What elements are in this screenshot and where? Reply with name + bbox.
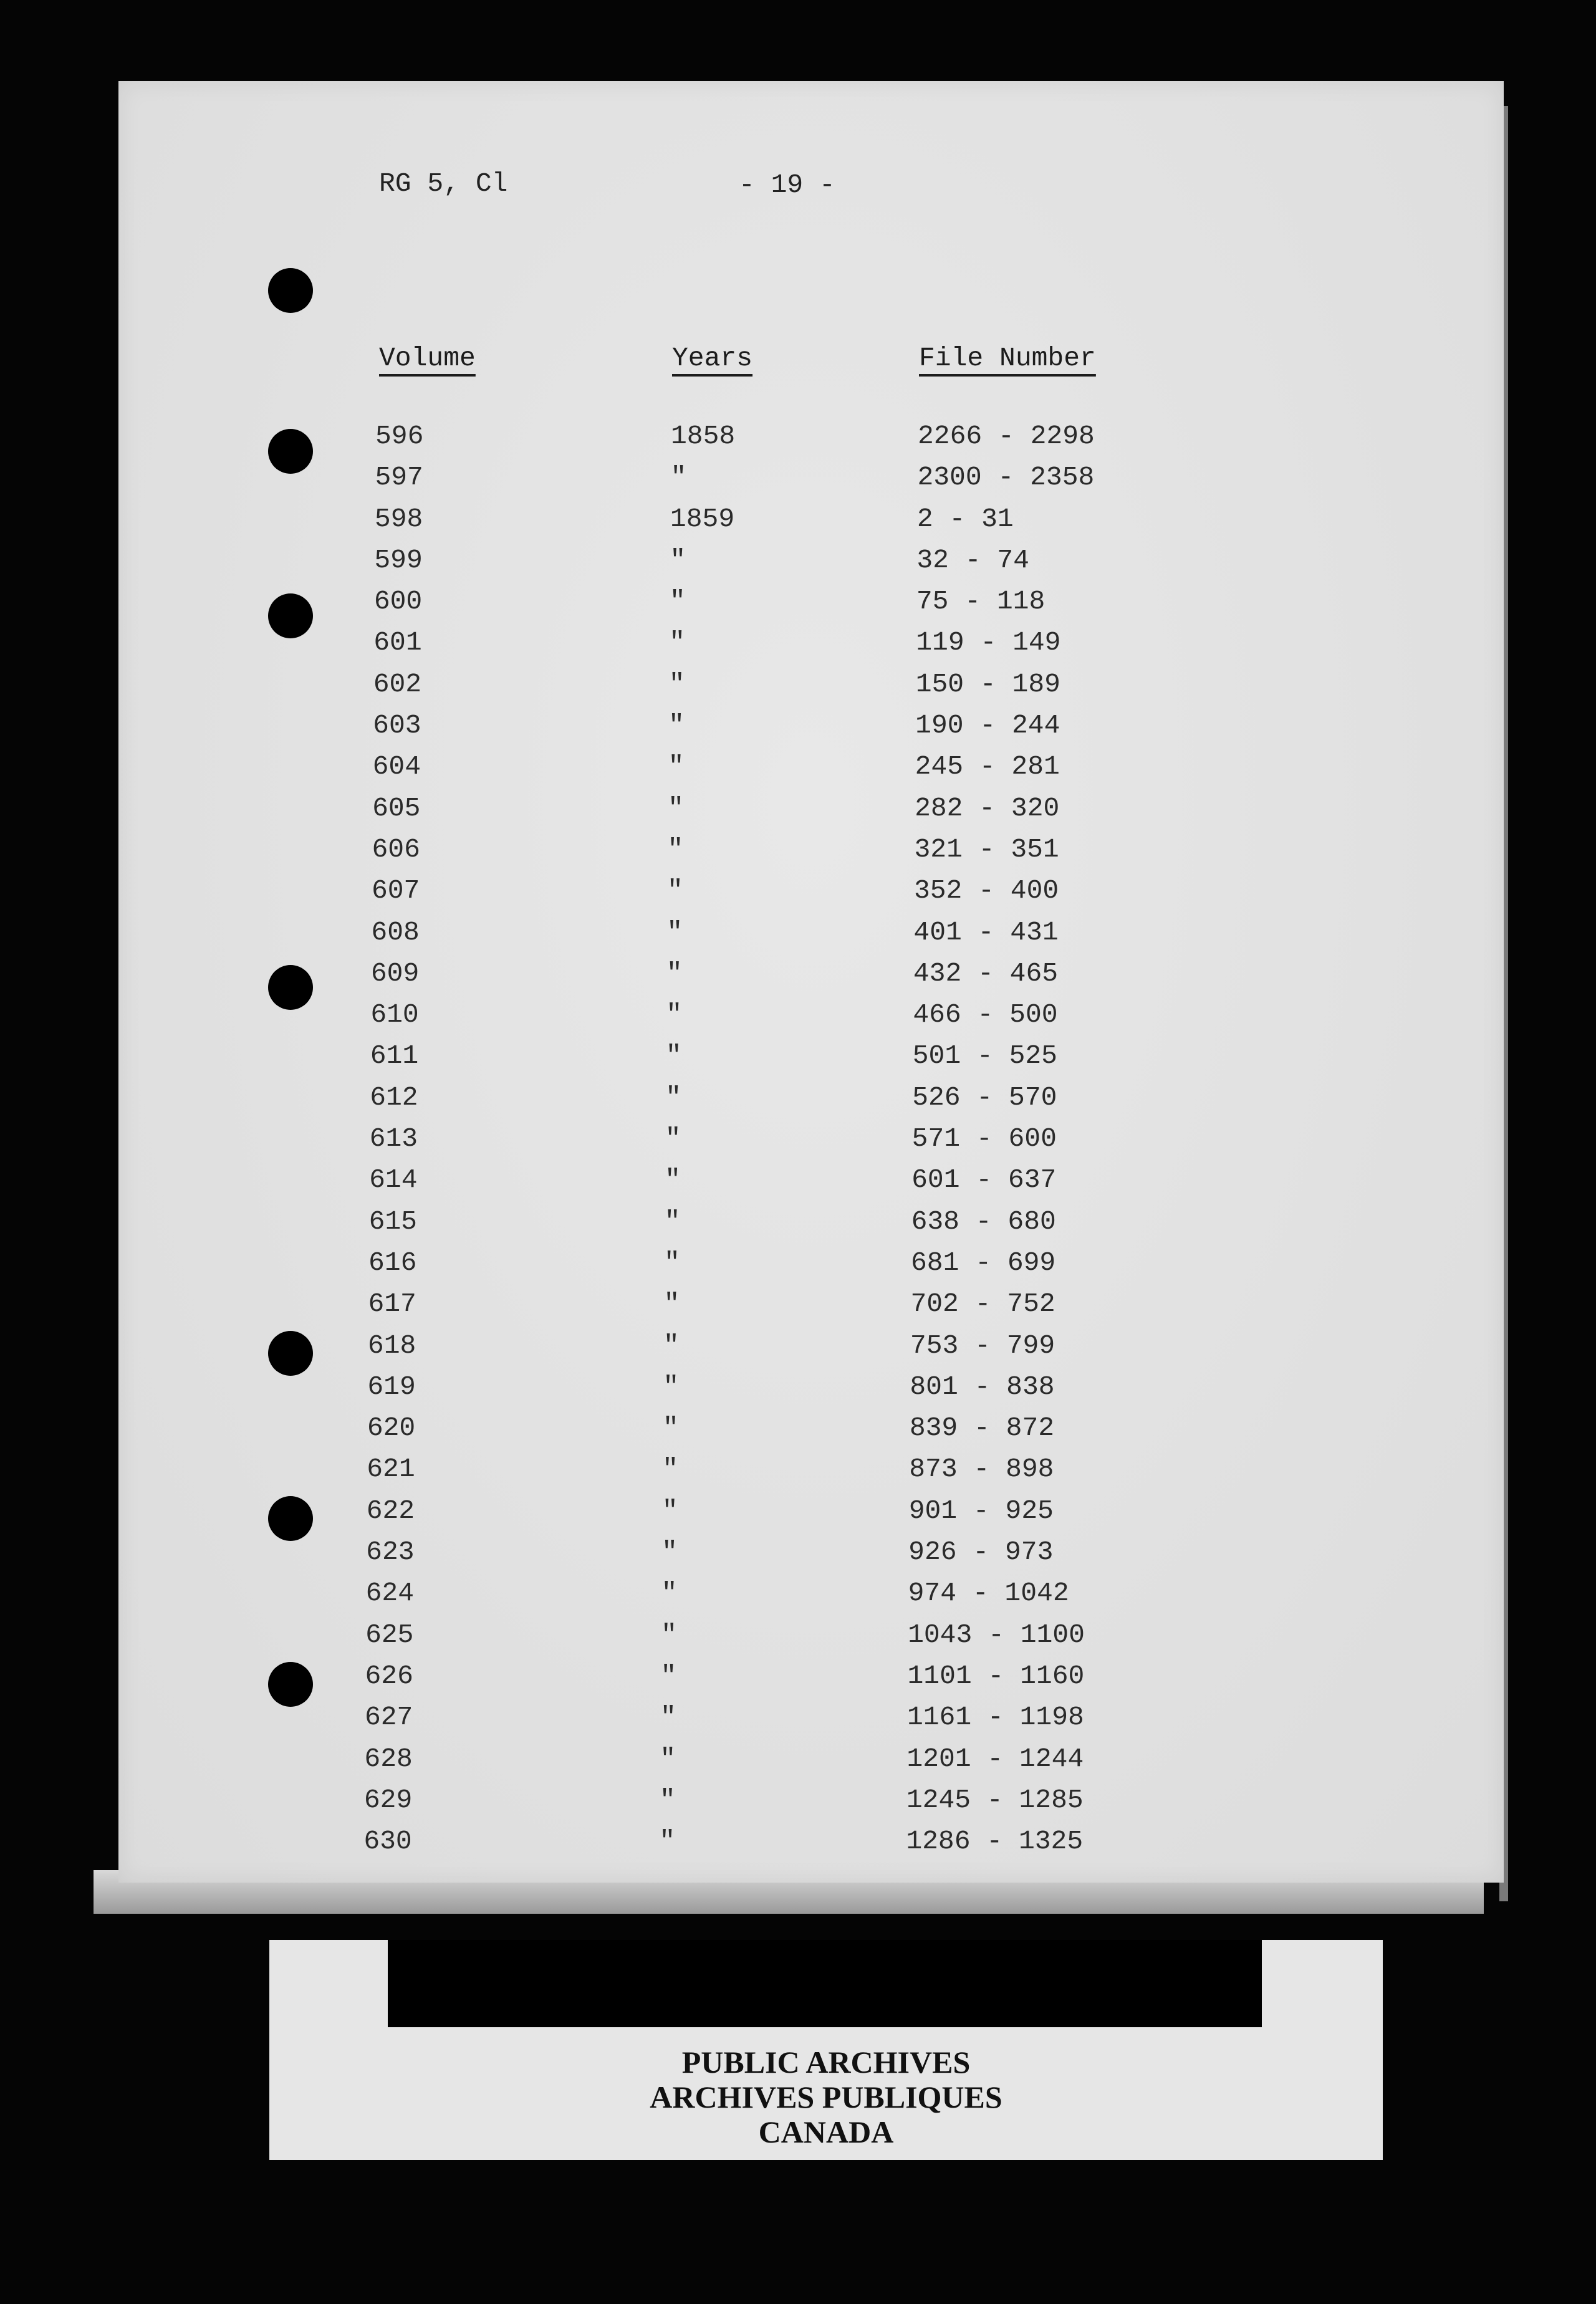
document-page	[118, 81, 1504, 1883]
year-cell: "	[668, 668, 685, 699]
table-row	[118, 875, 1504, 916]
file-range-cell: 190 - 244	[915, 710, 1060, 741]
year-cell: "	[660, 1702, 676, 1733]
table-row	[118, 999, 1504, 1040]
table-row	[118, 1578, 1504, 1619]
table-row	[118, 669, 1504, 710]
year-cell: "	[666, 875, 683, 906]
table-row	[118, 1537, 1504, 1578]
volume-cell: 616	[368, 1247, 417, 1278]
table-row	[118, 586, 1504, 627]
file-range-cell: 1286 - 1325	[906, 1826, 1084, 1857]
table-row	[118, 1371, 1504, 1413]
table-row	[118, 1620, 1504, 1661]
file-range-cell: 245 - 281	[915, 751, 1060, 782]
year-cell: "	[659, 1784, 676, 1815]
year-cell: "	[666, 999, 683, 1030]
volume-cell: 628	[364, 1743, 413, 1774]
table-row	[118, 1164, 1504, 1206]
volume-cell: 610	[370, 999, 419, 1030]
table-row	[118, 545, 1504, 586]
page-number: - 19 -	[739, 170, 835, 200]
volume-cell: 599	[374, 544, 423, 575]
table-row	[118, 834, 1504, 875]
file-range-cell: 974 - 1042	[908, 1578, 1069, 1609]
year-cell: "	[670, 462, 687, 493]
table-row	[118, 1785, 1504, 1826]
file-range-cell: 1201 - 1244	[906, 1743, 1084, 1774]
table-row	[118, 1413, 1504, 1454]
volume-cell: 603	[373, 710, 421, 741]
table-row	[118, 421, 1504, 462]
volume-cell: 629	[363, 1784, 413, 1815]
file-range-cell: 1245 - 1285	[906, 1784, 1084, 1815]
volume-cell: 612	[370, 1082, 418, 1113]
file-range-cell: 681 - 699	[911, 1247, 1056, 1278]
file-range-cell: 321 - 351	[914, 833, 1059, 865]
file-range-cell: 526 - 570	[912, 1082, 1057, 1113]
file-range-cell: 839 - 872	[909, 1413, 1055, 1444]
table-row	[118, 1330, 1504, 1371]
year-cell: "	[662, 1413, 679, 1444]
table-row	[118, 1702, 1504, 1743]
stamp-slot	[388, 1940, 1262, 2027]
table-row	[118, 504, 1504, 545]
table-row	[118, 751, 1504, 792]
year-cell: "	[664, 1247, 680, 1278]
year-cell: "	[665, 1040, 682, 1072]
volume-cell: 607	[371, 875, 420, 906]
year-cell: 1859	[670, 503, 735, 534]
volume-cell: 606	[372, 833, 420, 865]
file-range-cell: 352 - 400	[913, 875, 1059, 906]
volume-cell: 598	[374, 503, 423, 534]
year-cell: "	[669, 627, 686, 658]
stamp-line-2: ARCHIVES PUBLIQUES	[650, 2080, 1002, 2114]
file-range-cell: 150 - 189	[915, 668, 1060, 699]
year-cell: "	[668, 751, 685, 782]
table-row	[118, 793, 1504, 834]
file-range-cell: 32 - 74	[916, 544, 1029, 575]
table-row	[118, 1826, 1504, 1867]
volume-cell: 627	[364, 1702, 413, 1733]
file-range-cell: 873 - 898	[909, 1454, 1054, 1485]
year-cell: "	[663, 1371, 680, 1402]
year-cell: 1858	[671, 421, 736, 451]
archives-stamp	[269, 1940, 1383, 2160]
year-cell: "	[661, 1495, 678, 1526]
volume-cell: 624	[365, 1578, 415, 1609]
volume-cell: 617	[368, 1289, 416, 1320]
year-cell: "	[664, 1206, 681, 1237]
volume-cell: 614	[369, 1164, 418, 1196]
volume-cell: 618	[367, 1330, 416, 1361]
file-range-cell: 119 - 149	[916, 627, 1061, 658]
file-range-cell: 1043 - 1100	[908, 1619, 1085, 1650]
file-range-cell: 601 - 637	[911, 1164, 1057, 1196]
table-row	[118, 1744, 1504, 1785]
stamp-text	[269, 2045, 1383, 2149]
year-cell: "	[667, 833, 684, 865]
year-cell: "	[668, 710, 685, 741]
volume-cell: 604	[372, 751, 421, 782]
volume-cell: 596	[375, 421, 424, 451]
table-row	[118, 958, 1504, 999]
file-range-cell: 75 - 118	[916, 586, 1046, 617]
year-cell: "	[660, 1660, 677, 1691]
table-row	[118, 1082, 1504, 1123]
volume-cell: 623	[366, 1537, 415, 1568]
file-range-cell: 466 - 500	[913, 999, 1058, 1030]
file-range-cell: 2266 - 2298	[918, 421, 1095, 451]
year-cell: "	[666, 916, 683, 948]
file-range-cell: 1101 - 1160	[907, 1660, 1085, 1691]
file-range-cell: 753 - 799	[910, 1330, 1055, 1361]
table-row	[118, 1454, 1504, 1495]
table-row	[118, 1247, 1504, 1289]
year-cell: "	[669, 586, 686, 617]
volume-cell: 619	[367, 1371, 416, 1402]
file-range-cell: 571 - 600	[911, 1123, 1057, 1154]
year-cell: "	[665, 1164, 681, 1196]
volume-cell: 630	[363, 1826, 412, 1857]
file-range-cell: 501 - 525	[912, 1040, 1057, 1072]
year-cell: "	[659, 1826, 676, 1857]
stamp-line-3: CANADA	[758, 2114, 894, 2149]
table-row	[118, 1661, 1504, 1702]
year-cell: "	[665, 1123, 681, 1154]
year-cell: "	[661, 1619, 677, 1650]
year-cell: "	[668, 792, 684, 823]
year-cell: "	[666, 958, 683, 989]
file-range-cell: 401 - 431	[913, 916, 1059, 948]
file-range-cell: 638 - 680	[911, 1206, 1056, 1237]
table-row	[118, 917, 1504, 958]
table-row	[118, 1206, 1504, 1247]
volume-cell: 608	[371, 916, 420, 948]
file-range-cell: 1161 - 1198	[906, 1702, 1084, 1733]
column-header-volume: Volume	[379, 343, 476, 373]
volume-cell: 622	[366, 1495, 415, 1526]
file-range-cell: 2 - 31	[916, 503, 1014, 534]
volume-cell: 605	[372, 792, 421, 823]
file-range-cell: 432 - 465	[913, 958, 1059, 989]
volume-cell: 626	[365, 1660, 413, 1691]
year-cell: "	[670, 544, 686, 575]
year-cell: "	[663, 1330, 680, 1361]
volume-cell: 611	[370, 1040, 419, 1072]
file-range-cell: 926 - 973	[908, 1537, 1054, 1568]
table-row	[118, 1495, 1504, 1537]
volume-cell: 600	[373, 586, 423, 617]
volume-cell: 609	[370, 958, 420, 989]
table-row	[118, 1040, 1504, 1082]
column-header-years: Years	[672, 343, 753, 373]
year-cell: "	[661, 1537, 678, 1568]
file-range-cell: 2300 - 2358	[917, 462, 1095, 493]
year-cell: "	[663, 1289, 680, 1320]
table-row	[118, 462, 1504, 503]
volume-cell: 621	[367, 1454, 415, 1485]
record-group-label: RG 5, Cl	[379, 168, 508, 199]
file-range-cell: 702 - 752	[910, 1289, 1055, 1320]
binder-hole	[268, 268, 313, 313]
file-range-cell: 901 - 925	[908, 1495, 1054, 1526]
volume-table	[118, 421, 1504, 1867]
table-row	[118, 627, 1504, 668]
file-range-cell: 801 - 838	[910, 1371, 1055, 1402]
table-row	[118, 710, 1504, 751]
table-row	[118, 1289, 1504, 1330]
volume-cell: 613	[369, 1123, 418, 1154]
year-cell: "	[660, 1743, 676, 1774]
volume-cell: 601	[373, 627, 422, 658]
volume-cell: 625	[365, 1619, 414, 1650]
year-cell: "	[662, 1454, 679, 1485]
volume-cell: 620	[367, 1413, 416, 1444]
year-cell: "	[661, 1578, 678, 1609]
table-row	[118, 1123, 1504, 1164]
volume-cell: 597	[375, 462, 423, 493]
volume-cell: 615	[368, 1206, 417, 1237]
volume-cell: 602	[373, 668, 422, 699]
column-header-file-number: File Number	[919, 343, 1096, 373]
year-cell: "	[665, 1082, 682, 1113]
stamp-line-1: PUBLIC ARCHIVES	[681, 2045, 971, 2080]
file-range-cell: 282 - 320	[915, 792, 1060, 823]
